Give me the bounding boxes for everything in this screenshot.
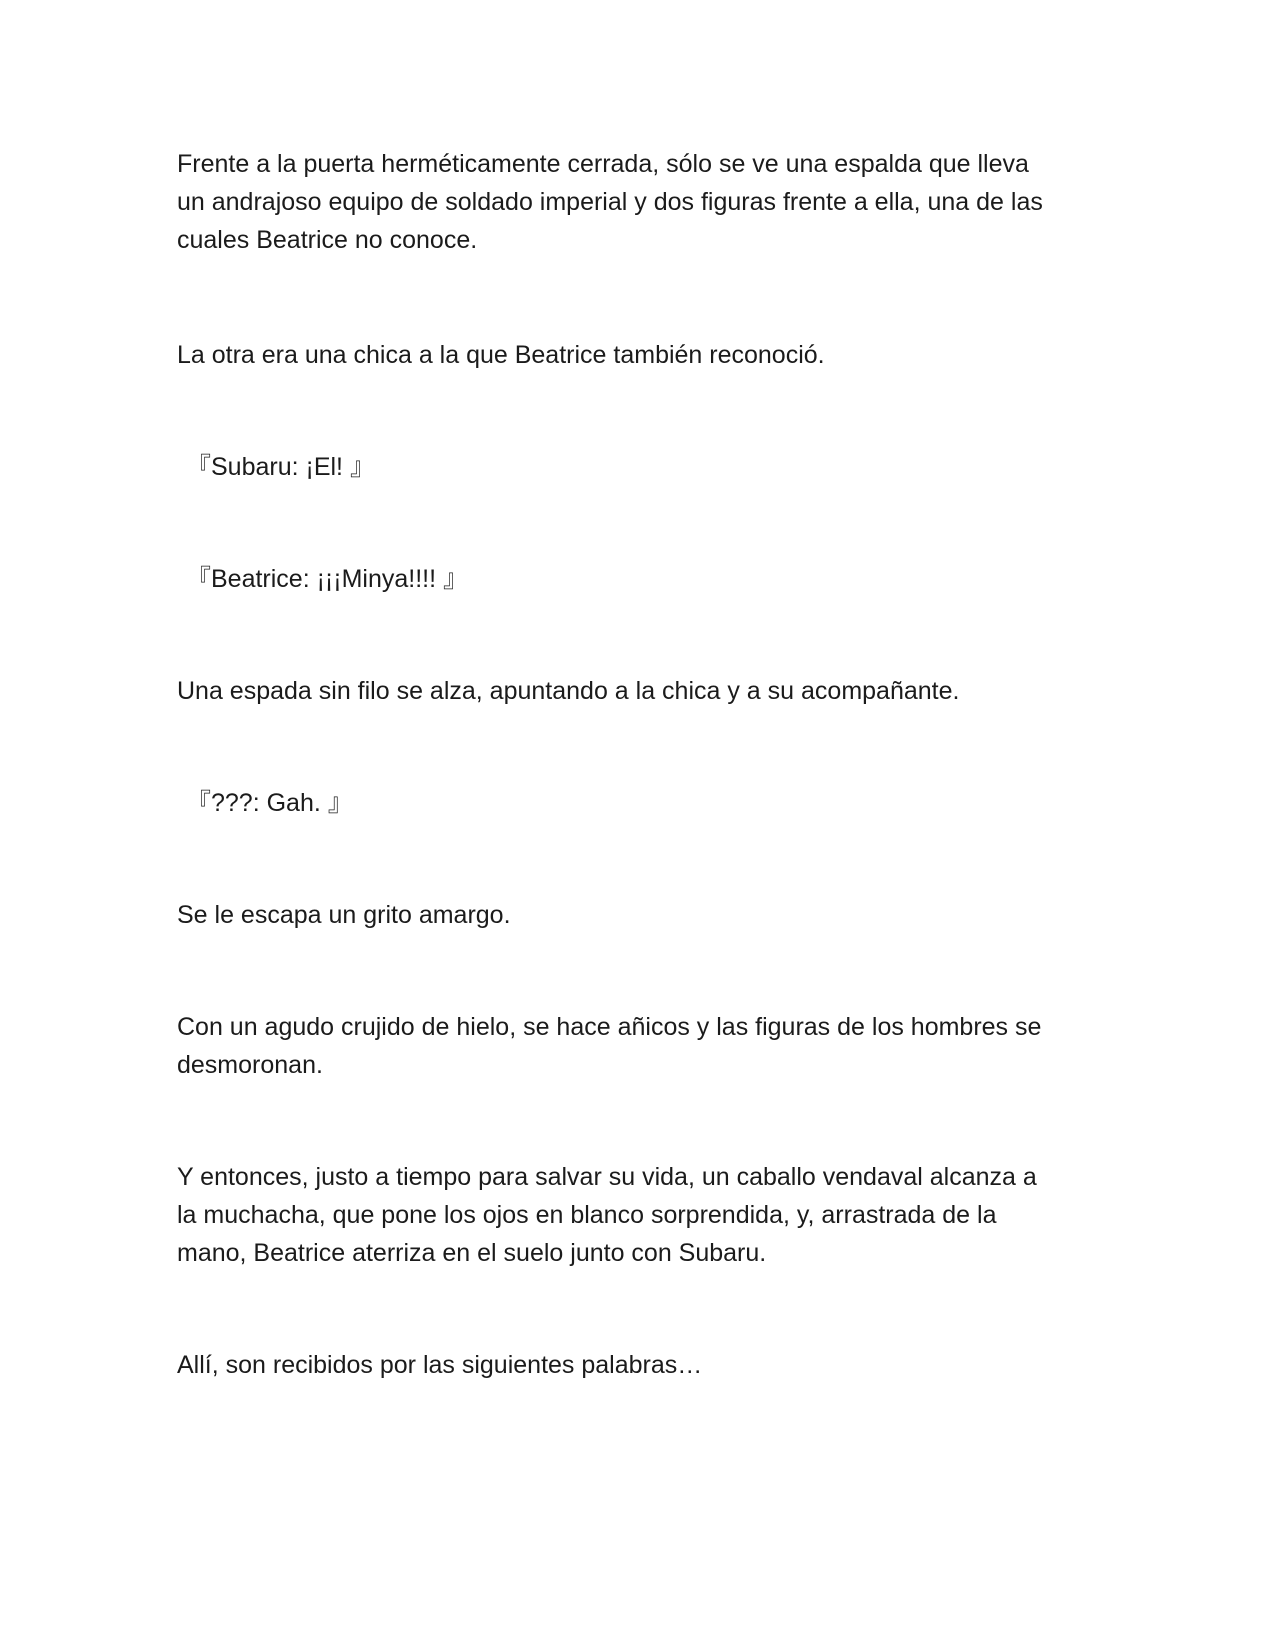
paragraph-8-line-2: desmoronan. <box>177 1051 323 1079</box>
paragraph-2-line-1: La otra era una chica a la que Beatrice también reconoció. <box>177 341 825 369</box>
paragraph-8-line-1: Con un agudo crujido de hielo, se hace añicos y las figuras de los hombres se <box>177 1013 1042 1041</box>
paragraph-7-line-1: Se le escapa un grito amargo. <box>177 901 511 929</box>
paragraph-1-line-1: Frente a la puerta herméticamente cerrada, sólo se ve una espalda que lleva <box>177 150 1029 178</box>
paragraph-9-line-2: la muchacha, que pone los ojos en blanco sorprendida, y, arrastrada de la <box>177 1201 997 1229</box>
dialogue-beatrice: 『Beatrice: ¡¡¡Minya!!!! 』 <box>186 565 468 593</box>
paragraph-9-line-3: mano, Beatrice aterriza en el suelo junto con Subaru. <box>177 1239 767 1267</box>
paragraph-1-line-3: cuales Beatrice no conoce. <box>177 226 478 254</box>
dialogue-unknown: 『???: Gah. 』 <box>186 789 353 817</box>
dialogue-subaru: 『Subaru: ¡El! 』 <box>186 453 375 481</box>
paragraph-10-line-1: Allí, son recibidos por las siguientes palabras… <box>177 1351 703 1379</box>
paragraph-1-line-2: un andrajoso equipo de soldado imperial y dos figuras frente a ella, una de las <box>177 188 1043 216</box>
paragraph-5-line-1: Una espada sin filo se alza, apuntando a la chica y a su acompañante. <box>177 677 960 705</box>
paragraph-9-line-1: Y entonces, justo a tiempo para salvar su vida, un caballo vendaval alcanza a <box>177 1163 1037 1191</box>
